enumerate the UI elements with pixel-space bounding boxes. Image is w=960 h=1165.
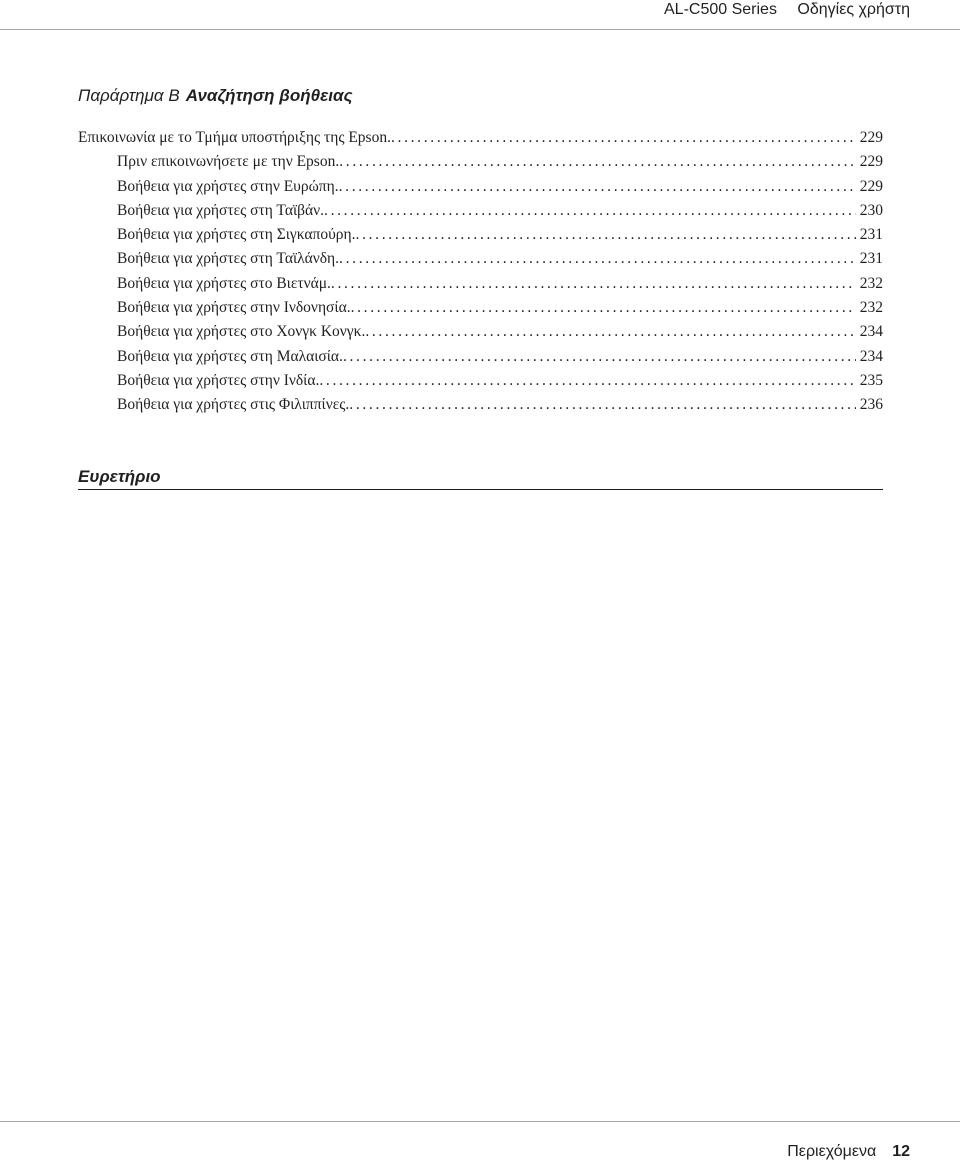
index-heading[interactable]: Ευρετήριο [78,467,161,486]
page-footer [787,1142,910,1162]
toc-entry[interactable] [78,199,883,223]
toc-entry-title: Βοήθεια για χρήστες στη Ταϊβάν. [117,201,325,219]
toc-entry-page: 235 [859,371,883,389]
dot-leader [365,320,855,344]
toc-entry[interactable] [78,393,883,417]
toc-entry-title: Βοήθεια για χρήστες στη Σιγκαπούρη. [117,226,356,244]
dot-leader [343,345,856,369]
toc-entry[interactable] [78,150,883,174]
toc-entry-title: Βοήθεια για χρήστες στο Βιετνάμ. [117,274,331,292]
toc-entry-title: Επικοινωνία με το Τμήμα υποστήριξης της Epson. [78,129,391,146]
dot-leader [339,150,856,174]
toc-entry-title: Βοήθεια για χρήστες στο Χονγκ Κονγκ. [117,323,366,341]
toc-entry-title: Βοήθεια για χρήστες στην Ευρώπη. [117,177,339,195]
dot-leader [324,199,856,223]
dot-leader [331,272,856,296]
toc-entry[interactable] [78,223,883,247]
product-name: AL-C500 Series [664,1,777,18]
index-heading-underline [78,489,883,490]
header-divider [0,29,960,30]
toc-entry-title: Βοήθεια για χρήστες στην Ινδονησία. [117,299,351,317]
toc-entry[interactable] [78,296,883,320]
dot-leader [319,369,855,393]
toc-entry[interactable] [78,126,883,150]
footer-divider [0,1121,960,1122]
toc-entry[interactable] [78,272,883,296]
toc-entry-title: Βοήθεια για χρήστες στη Ταϊλάνδη. [117,250,340,268]
footer-label: Περιεχόμενα [787,1143,877,1160]
toc-entry-page: 229 [859,129,883,146]
toc-entry-page: 229 [859,177,883,195]
dot-leader [351,296,856,320]
dot-leader [339,247,856,271]
toc-entry[interactable] [78,345,883,369]
toc-entry[interactable] [78,175,883,199]
page-number: 12 [892,1143,910,1160]
page-header [648,0,910,20]
toc-entry-title: Βοήθεια για χρήστες στις Φιλιππίνες. [117,396,350,414]
dot-leader [356,223,856,247]
toc-entry-page: 231 [859,250,883,268]
toc-entry-page: 232 [859,274,883,292]
toc-entry-page: 229 [859,153,883,171]
section-heading[interactable] [78,86,353,106]
document-title: Οδηγίες χρήστη [797,1,910,18]
toc-entry-page: 230 [859,201,883,219]
toc-entry-title: Βοήθεια για χρήστες στη Μαλαισία. [117,347,343,365]
toc-entry-title: Πριν επικοινωνήσετε με την Epson. [117,153,340,171]
section-prefix: Παράρτημα B [78,86,180,105]
toc-entry-page: 234 [859,347,883,365]
toc-entry-page: 231 [859,226,883,244]
table-of-contents [78,126,883,418]
toc-entry[interactable] [78,247,883,271]
toc-entry[interactable] [78,369,883,393]
section-title: Αναζήτηση βοήθειας [185,86,353,105]
dot-leader [349,393,855,417]
toc-entry-page: 232 [859,299,883,317]
dot-leader [339,175,856,199]
toc-entry[interactable] [78,320,883,344]
toc-entry-page: 234 [859,323,883,341]
toc-entry-title: Βοήθεια για χρήστες στην Ινδία. [117,371,320,389]
toc-entry-page: 236 [859,396,883,414]
dot-leader [391,126,856,150]
